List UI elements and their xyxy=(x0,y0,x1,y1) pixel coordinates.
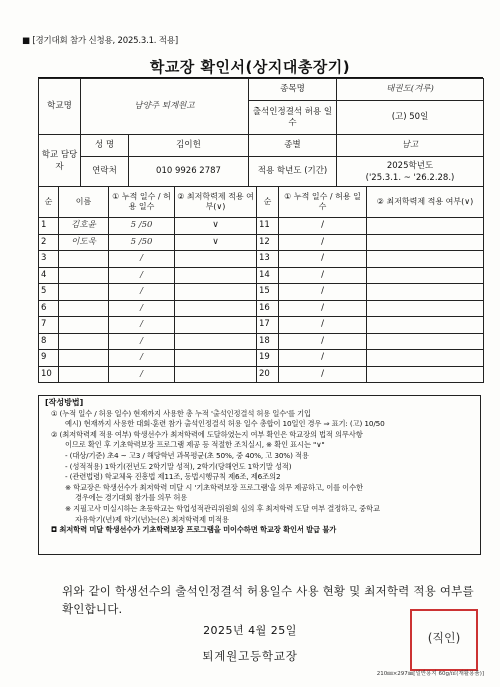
name-value: 김이헌 xyxy=(129,135,249,157)
roster-days-right: / xyxy=(279,218,367,235)
form-version-note: ■ [경기대회 참가 신청용, 2025.3.1. 적용] xyxy=(22,36,178,46)
gender-value: 남고 xyxy=(337,135,484,157)
roster-days: / xyxy=(109,350,175,367)
roster-eligible-check xyxy=(175,350,257,367)
teacher-label: 학교 담당자 xyxy=(39,135,81,187)
year-period: ('25.3.1. ~ '26.2.28.) xyxy=(365,172,455,183)
paper-spec-footer: 210㎜×297㎜[일반용지 60g/㎡(재활용품)] xyxy=(376,671,484,677)
roster-days-right: / xyxy=(279,317,367,334)
event-label: 종목명 xyxy=(249,79,337,101)
roster-no-right: 19 xyxy=(257,350,279,367)
roster-row xyxy=(39,317,484,334)
roster-eligible-check xyxy=(175,366,257,383)
roster-name xyxy=(59,350,109,367)
seal-label: (직인) xyxy=(427,631,461,645)
instruction-line: - (대상/기준) 초4 ~ 고3 / 해당학년 과목평균(초 50%, 중 40%, 고 30%) 적용 xyxy=(65,450,309,460)
roster-no: 3 xyxy=(39,251,59,268)
roster-eligible-check xyxy=(175,300,257,317)
roster-no-right: 16 xyxy=(257,300,279,317)
instruction-line: - (관련법령) 학교체육 진흥법 제11조, 동법시행규칙 제6조, 제6조의2 xyxy=(65,472,281,482)
roster-name xyxy=(59,267,109,284)
roster-name xyxy=(59,300,109,317)
roster-row xyxy=(39,218,484,235)
instruction-line: 자유학기(년)제 학기(년)는(은) 최저학력제 미적용 xyxy=(75,514,229,524)
gender-label: 종별 xyxy=(249,135,337,157)
roster-eligible-check xyxy=(175,267,257,284)
roster-eligible-right xyxy=(367,366,484,383)
roster-eligible-check: ∨ xyxy=(175,218,257,235)
athlete-roster-table xyxy=(38,186,484,383)
school-value: 남양주 퇴계원고 xyxy=(81,79,249,135)
roster-no: 6 xyxy=(39,300,59,317)
contact-label: 연락처 xyxy=(81,157,129,187)
roster-eligible-right xyxy=(367,218,484,235)
roster-row xyxy=(39,284,484,301)
roster-no-right: 13 xyxy=(257,251,279,268)
header-no-right: 순 xyxy=(257,187,279,218)
roster-no: 4 xyxy=(39,267,59,284)
roster-eligible-right xyxy=(367,317,484,334)
roster-name xyxy=(59,317,109,334)
roster-eligible-check xyxy=(175,284,257,301)
roster-eligible-right xyxy=(367,251,484,268)
roster-days-right: / xyxy=(279,350,367,367)
instruction-line: ② (최저학력제 적용 여부) 학생선수가 최저학력에 도달하였는지 여부 확인은 학교장의 법적 의무사항 xyxy=(51,429,363,439)
roster-name xyxy=(59,366,109,383)
roster-name xyxy=(59,251,109,268)
roster-row xyxy=(39,300,484,317)
instruction-line: 이므로 확인 후 기초학력보장 프로그램 제공 등 적절한 조치실시, ※ 확인 표시는 "∨" xyxy=(65,440,325,450)
roster-eligible-check: ∨ xyxy=(175,234,257,251)
header-no: 순 xyxy=(39,187,59,218)
principal-signature-line: 퇴계원고등학교장 xyxy=(202,649,298,663)
event-value: 태권도(겨루) xyxy=(337,79,484,101)
roster-days-right: / xyxy=(279,300,367,317)
header-eligible-right: ② 최저학력제 적용 여부(∨) xyxy=(367,187,484,218)
instruction-line: 예시) 현재까지 사용한 대회·훈련 참가 출석인정결석 허용 일수 총합이 10일인 경우 ⇒ 표기: (고) 10/50 xyxy=(65,419,385,429)
instructions-box xyxy=(38,395,481,555)
roster-no-right: 20 xyxy=(257,366,279,383)
roster-days: / xyxy=(109,251,175,268)
roster-no-right: 18 xyxy=(257,333,279,350)
roster-days-right: / xyxy=(279,366,367,383)
roster-eligible-right xyxy=(367,350,484,367)
header-days-right: ① 누적 일수 / 허용 일수 xyxy=(279,187,367,218)
roster-name xyxy=(59,333,109,350)
roster-no-right: 11 xyxy=(257,218,279,235)
roster-days: 5 /50 xyxy=(109,234,175,251)
roster-row xyxy=(39,350,484,367)
roster-eligible-right xyxy=(367,267,484,284)
roster-days: 5 /50 xyxy=(109,218,175,235)
roster-row xyxy=(39,333,484,350)
roster-name: 이도욱 xyxy=(59,234,109,251)
roster-days-right: / xyxy=(279,234,367,251)
roster-days-right: / xyxy=(279,333,367,350)
roster-eligible-right xyxy=(367,300,484,317)
name-label: 성 명 xyxy=(81,135,129,157)
roster-days: / xyxy=(109,300,175,317)
header-name: 이름 xyxy=(59,187,109,218)
instruction-line: ※ 학교장은 학생선수가 최저학력 미달 시 '기초학력보장 프로그램'을 의무 제공하고, 이를 이수한 xyxy=(65,482,363,492)
roster-no-right: 17 xyxy=(257,317,279,334)
instruction-line: ① (누적 일수 / 허용 일수) 현재까지 사용한 총 누적 '출석인정결석 허용 일수'를 기입 xyxy=(51,408,311,418)
roster-eligible-check xyxy=(175,251,257,268)
allowed-days-value: (고) 50일 xyxy=(337,101,484,135)
roster-no-right: 14 xyxy=(257,267,279,284)
roster-eligible-right xyxy=(367,333,484,350)
school-label: 학교명 xyxy=(39,79,81,135)
roster-no: 1 xyxy=(39,218,59,235)
roster-name xyxy=(59,284,109,301)
roster-row xyxy=(39,366,484,383)
year-value: 2025학년도 xyxy=(386,160,434,171)
official-seal-stamp xyxy=(410,609,478,671)
roster-eligible-right xyxy=(367,284,484,301)
roster-eligible-check xyxy=(175,333,257,350)
roster-name: 김호윤 xyxy=(59,218,109,235)
roster-row xyxy=(39,251,484,268)
roster-no-right: 12 xyxy=(257,234,279,251)
roster-row xyxy=(39,234,484,251)
instruction-warning: ◘ 최저학력 미달 학생선수가 기초학력보장 프로그램을 미이수하면 학교장 확인서 발급 불가 xyxy=(51,525,337,535)
confirmation-statement: 위와 같이 학생선수의 출석인정결석 허용일수 사용 현황 및 최저학력 적용 여부를 확인합니다. xyxy=(62,584,474,616)
roster-no-right: 15 xyxy=(257,284,279,301)
roster-days-right: / xyxy=(279,267,367,284)
year-label: 적용 학년도 (기간) xyxy=(249,157,337,187)
allowed-days-label: 출석인정결석 허용 일수 xyxy=(249,101,337,135)
contact-value: 010 9926 2787 xyxy=(129,157,249,187)
roster-no: 2 xyxy=(39,234,59,251)
roster-days: / xyxy=(109,267,175,284)
roster-days: / xyxy=(109,284,175,301)
roster-days-right: / xyxy=(279,251,367,268)
issue-date: 2025년 4월 25일 xyxy=(203,624,297,637)
roster-no: 10 xyxy=(39,366,59,383)
roster-no: 8 xyxy=(39,333,59,350)
roster-days: / xyxy=(109,317,175,334)
roster-days-right: / xyxy=(279,284,367,301)
school-info-table xyxy=(38,78,484,187)
roster-days: / xyxy=(109,366,175,383)
roster-no: 9 xyxy=(39,350,59,367)
header-days: ① 누적 일수 / 허용 일수 xyxy=(109,187,175,218)
roster-days: / xyxy=(109,333,175,350)
roster-eligible-check xyxy=(175,317,257,334)
document-title: 학교장 확인서(상지대총장기) xyxy=(149,58,351,76)
header-eligible: ② 최저학력제 적용 여부(∨) xyxy=(175,187,257,218)
instructions-title: [작성방법] xyxy=(45,398,84,407)
roster-no: 7 xyxy=(39,317,59,334)
roster-eligible-right xyxy=(367,234,484,251)
roster-no: 5 xyxy=(39,284,59,301)
instruction-line: 경우에는 경기대회 참가를 의무 허용 xyxy=(75,493,188,503)
instruction-line: - (성적적용) 1학기(전년도 2학기말 성적), 2학기(당해연도 1학기말 성적) xyxy=(65,461,292,471)
roster-row xyxy=(39,267,484,284)
year-cell xyxy=(337,157,484,187)
instruction-line: ※ 지필고사 미실시하는 초등학교는 학업성적관리위원회 심의 후 최저학력 도달 여부 결정하고, 중학교 xyxy=(65,503,380,513)
